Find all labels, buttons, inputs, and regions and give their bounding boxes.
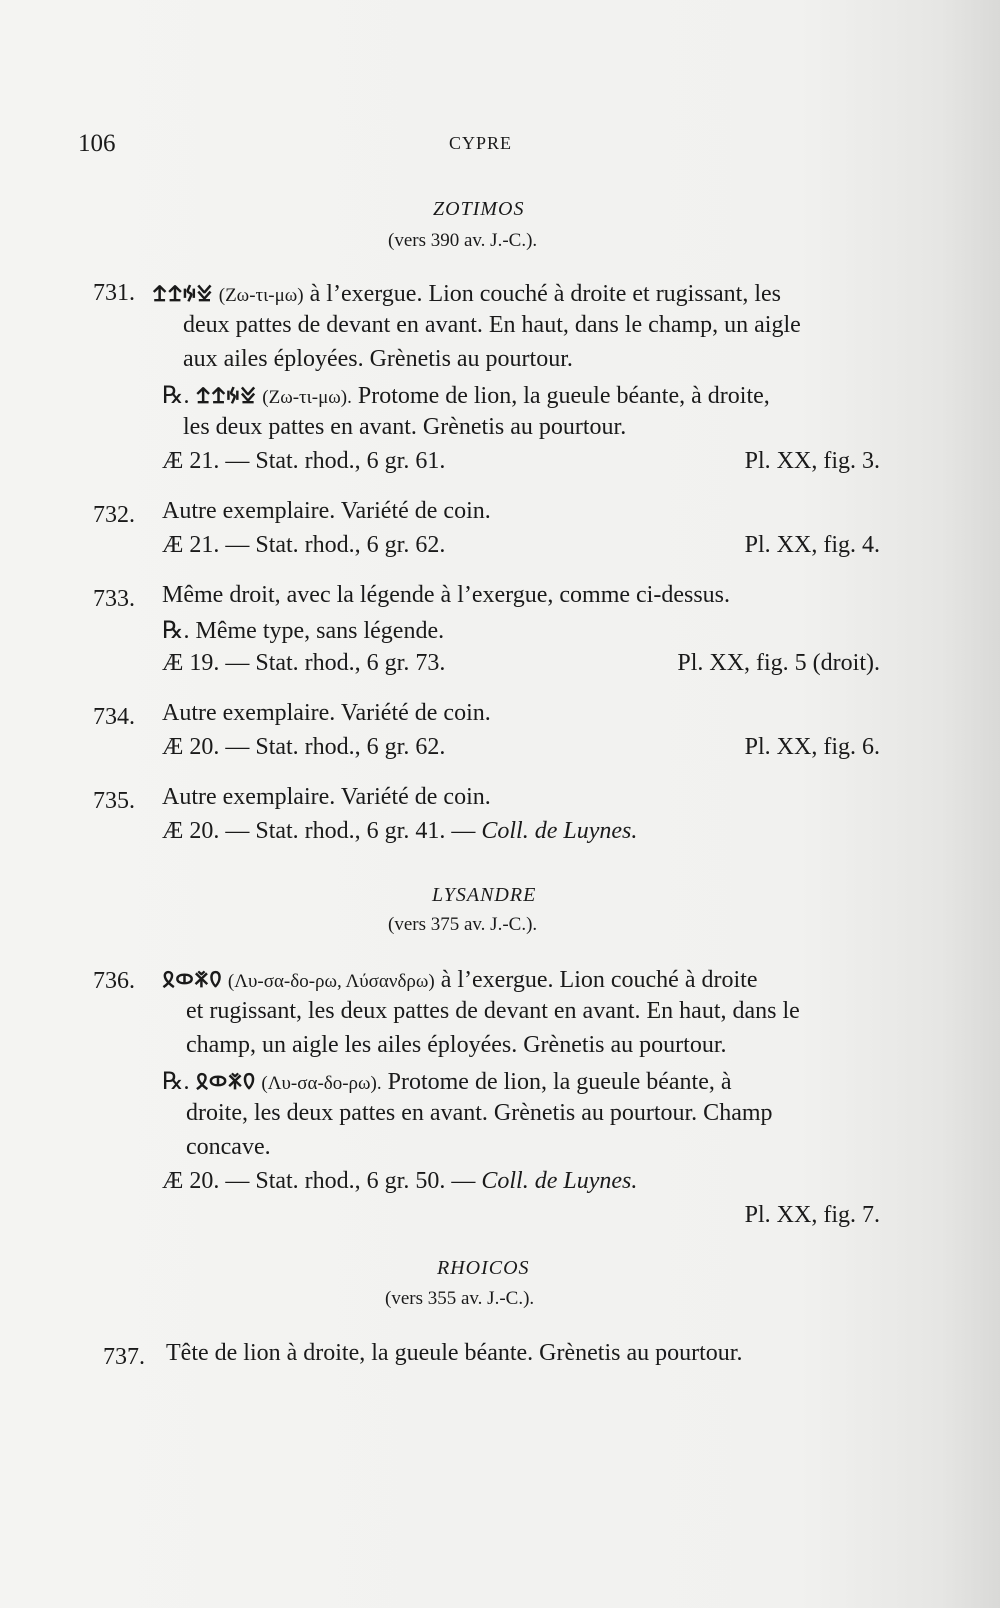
section-date-lysandre: (vers 375 av. J.-C.). [388, 914, 538, 935]
entry-number: 734. [93, 704, 135, 730]
entry-line [162, 964, 757, 994]
section-title-rhoicos: RHOICOS [437, 1257, 530, 1279]
entry-number: 737. [103, 1344, 145, 1370]
entry-line [152, 278, 781, 308]
entry-line: Autre exemplaire. Variété de coin. [162, 784, 491, 810]
reverse-mark: ℞. [162, 1069, 190, 1095]
section-title-zotimos: ZOTIMOS [433, 198, 525, 220]
entry-number: 731. [93, 280, 135, 306]
collection-reference: Coll. de Luynes. [481, 818, 638, 844]
entry-line: Même droit, avec la légende à l’exergue, comme ci-dessus. [162, 582, 730, 608]
entry-text: à l’exergue. Lion couché à droite et rugissant, les [303, 281, 782, 307]
entry-reverse-line [162, 380, 770, 410]
page-number: 106 [78, 130, 116, 157]
entry-line: les deux pattes en avant. Grènetis au pourtour. [183, 414, 627, 440]
entry-number: 733. [93, 586, 135, 612]
reverse-mark: ℞. [162, 383, 190, 409]
collection-reference: Coll. de Luynes. [481, 1168, 638, 1194]
entry-number: 732. [93, 502, 135, 528]
entry-number: 735. [93, 788, 135, 814]
cypriot-legend: 𐠅𐠎𐠗𐠦 [162, 968, 222, 993]
metal-weight: Æ 19. — Stat. rhod., 6 gr. 73. [162, 650, 446, 676]
transliteration: (Λυ-σα-δο-ρω). [261, 1073, 382, 1094]
entry-line: droite, les deux pattes en avant. Grènetis au pourtour. Champ [186, 1100, 773, 1126]
running-title: CYPRE [449, 133, 513, 153]
entry-line: aux ailes éployées. Grènetis au pourtour. [183, 346, 573, 372]
entry-reverse-line: ℞. Même type, sans légende. [162, 618, 445, 644]
cypriot-legend: 𐠅𐠎𐠗𐠦 [195, 1070, 256, 1095]
entry-text: Protome de lion, la gueule béante, à droite, [351, 383, 770, 409]
entry-number: 736. [93, 968, 135, 994]
entry-line: Autre exemplaire. Variété de coin. [162, 498, 491, 524]
section-date-zotimos: (vers 390 av. J.-C.). [388, 230, 538, 251]
cypriot-legend: 𐠃𐠚𐠊𐠊 [195, 384, 257, 409]
cypriot-legend: 𐠃𐠚𐠊𐠊 [152, 282, 213, 307]
plate-reference: Pl. XX, fig. 5 (droit). [677, 650, 880, 676]
plate-reference: Pl. XX, fig. 3. [744, 448, 880, 474]
entry-reverse-line [162, 1066, 732, 1096]
entry-line: deux pattes de devant en avant. En haut, dans le champ, un aigle [183, 312, 801, 338]
metal-weight: Æ 20. — Stat. rhod., 6 gr. 50. — [162, 1168, 482, 1194]
transliteration: (Ζω-τι-μω). [262, 387, 352, 408]
entry-text: à l’exergue. Lion couché à droite [434, 967, 758, 993]
entry-line: et rugissant, les deux pattes de devant en avant. En haut, dans le [186, 998, 800, 1024]
plate-reference: Pl. XX, fig. 4. [744, 532, 880, 558]
entry-line: concave. [186, 1134, 271, 1160]
metal-weight: Æ 20. — Stat. rhod., 6 gr. 62. [162, 734, 446, 760]
plate-reference: Pl. XX, fig. 7. [744, 1202, 880, 1228]
plate-reference: Pl. XX, fig. 6. [744, 734, 880, 760]
metal-weight: Æ 20. — Stat. rhod., 6 gr. 41. — [162, 818, 482, 844]
section-date-rhoicos: (vers 355 av. J.-C.). [385, 1288, 535, 1309]
metal-weight: Æ 21. — Stat. rhod., 6 gr. 61. [162, 448, 446, 474]
entry-line: Autre exemplaire. Variété de coin. [162, 700, 491, 726]
entry-line: champ, un aigle les ailes éployées. Grènetis au pourtour. [186, 1032, 727, 1058]
metal-weight-line [162, 818, 637, 845]
section-title-lysandre: LYSANDRE [432, 884, 537, 906]
metal-weight-line [162, 1168, 637, 1195]
metal-weight: Æ 21. — Stat. rhod., 6 gr. 62. [162, 532, 446, 558]
transliteration: (Ζω-τι-μω) [218, 285, 304, 306]
entry-text: Protome de lion, la gueule béante, à [381, 1069, 732, 1095]
transliteration: (Λυ-σα-δο-ρω, Λύσανδρω) [227, 971, 435, 992]
entry-line: Tête de lion à droite, la gueule béante. Grènetis au pourtour. [166, 1340, 743, 1366]
